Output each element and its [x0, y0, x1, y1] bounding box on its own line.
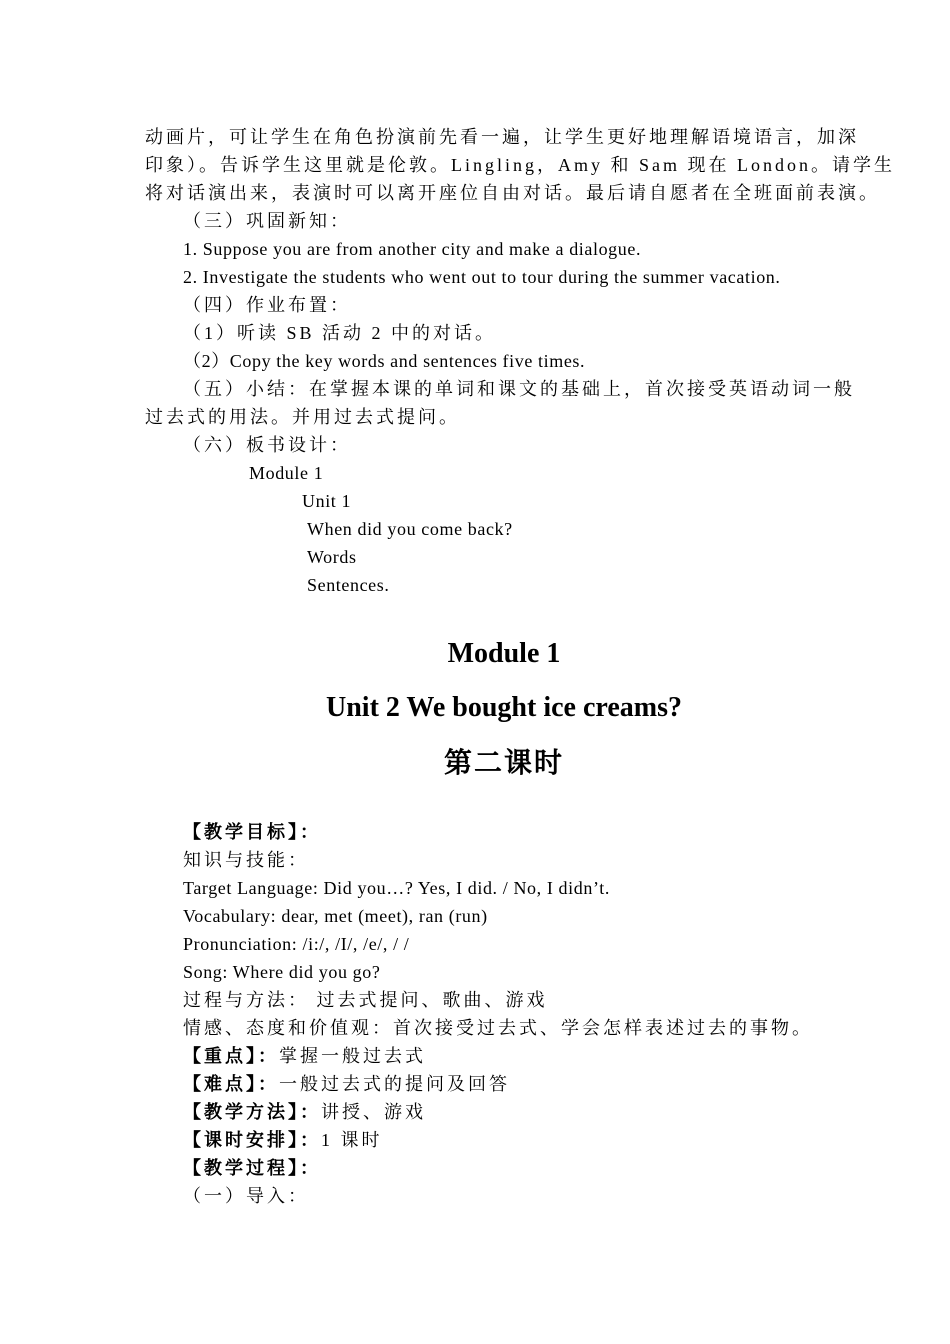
class-schedule-label: 【课时安排】：	[183, 1130, 321, 1150]
module-title: Module 1	[447, 638, 561, 669]
intro-line-1: 动画片，可让学生在角色扮演前先看一遍，让学生更好地理解语境语言，加深	[145, 127, 859, 147]
knowledge-skills: 知识与技能：	[183, 850, 309, 870]
target-language: Target Language: Did you…? Yes, I did. / No, I didn’t.	[183, 878, 610, 898]
difficulty-label: 【难点】：	[183, 1074, 279, 1094]
pronunciation: Pronunciation: /i:/, /I/, /e/, / /	[183, 934, 410, 954]
consolidate-heading: （三）巩固新知：	[183, 211, 351, 231]
teaching-method	[183, 1098, 426, 1126]
consolidate-item-1: 1. Suppose you are from another city and make a dialogue.	[183, 239, 642, 259]
board-question: When did you come back?	[307, 519, 513, 539]
objectives-label-text: 【教学目标】：	[183, 822, 321, 842]
intro-line-3: 将对话演出来，表演时可以离开座位自由对话。最后请自愿者在全班面前表演。	[145, 183, 880, 203]
intro-line-2: 印象）。告诉学生这里就是伦敦。Lingling，Amy 和 Sam 现在 London。请学生	[145, 155, 895, 175]
emotion-values: 情感、态度和价值观：首次接受过去式、学会怎样表述过去的事物。	[183, 1018, 813, 1038]
key-point-text: 掌握一般过去式	[279, 1046, 426, 1066]
teaching-method-text: 讲授、游戏	[321, 1102, 426, 1122]
consolidate-item-2: 2. Investigate the students who went out to tour during the summer vacation.	[183, 267, 781, 287]
key-point	[183, 1042, 426, 1070]
vocabulary: Vocabulary: dear, met (meet), ran (run)	[183, 906, 488, 926]
lead-in-heading: （一）导入：	[183, 1186, 309, 1206]
teaching-process-label: 【教学过程】：	[183, 1158, 321, 1178]
board-sentences: Sentences.	[307, 575, 390, 595]
homework-item-2: （2）Copy the key words and sentences five times.	[183, 351, 586, 371]
key-point-label: 【重点】：	[183, 1046, 279, 1066]
song: Song: Where did you go?	[183, 962, 381, 982]
teaching-method-label: 【教学方法】：	[183, 1102, 321, 1122]
difficulty	[183, 1070, 510, 1098]
board-module: Module 1	[249, 463, 324, 483]
lesson-title: 第二课时	[443, 748, 564, 779]
objectives-label	[183, 818, 321, 846]
class-schedule-text: 1 课时	[321, 1130, 383, 1150]
homework-item-1: （1）听读 SB 活动 2 中的对话。	[183, 323, 497, 343]
process-method: 过程与方法： 过去式提问、歌曲、游戏	[183, 990, 548, 1010]
unit-title: Unit 2 We bought ice creams?	[326, 692, 682, 723]
board-words: Words	[307, 547, 357, 567]
summary-line-2: 过去式的用法。并用过去式提问。	[145, 407, 460, 427]
teaching-process	[183, 1154, 321, 1182]
homework-heading: （四）作业布置：	[183, 295, 351, 315]
difficulty-text: 一般过去式的提问及回答	[279, 1074, 510, 1094]
board-unit: Unit 1	[302, 491, 352, 511]
board-heading: （六）板书设计：	[183, 435, 351, 455]
class-schedule	[183, 1126, 383, 1154]
summary-line-1: （五）小结：在掌握本课的单词和课文的基础上，首次接受英语动词一般	[183, 379, 855, 399]
